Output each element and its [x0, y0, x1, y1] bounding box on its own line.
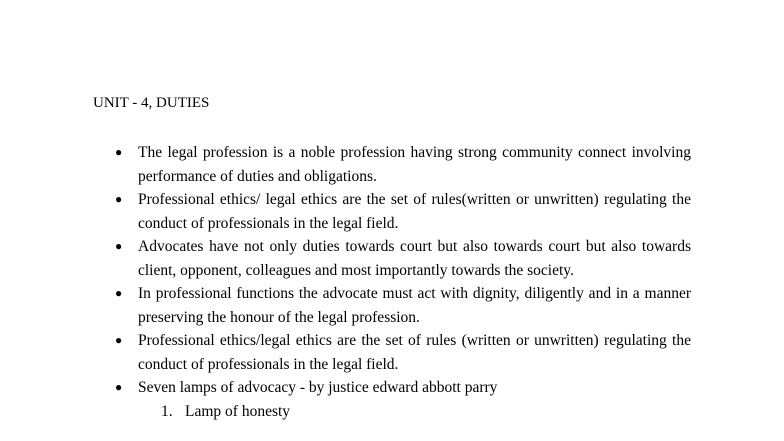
bullet-icon: ●: [115, 286, 123, 300]
item-number: 1.: [161, 402, 173, 420]
list-item: [115, 376, 691, 423]
list-item: [115, 141, 691, 188]
bullet-icon: ●: [115, 192, 123, 206]
list-item: [115, 188, 691, 235]
numbered-item: [138, 400, 691, 424]
bullet-icon: ●: [115, 333, 123, 347]
bullet-list: [115, 141, 691, 423]
page-heading: UNIT - 4, DUTIES: [93, 95, 210, 111]
list-item: [115, 235, 691, 282]
list-item-text: Professional ethics/legal ethics are the set of rules (written or unwritten) regulating the conduct of professionals in the legal field.: [138, 332, 691, 373]
list-item: [115, 329, 691, 376]
numbered-sublist: [138, 400, 691, 424]
bullet-icon: ●: [115, 239, 123, 253]
numbered-item-text: Lamp of honesty: [185, 402, 291, 420]
list-item-text: Seven lamps of advocacy - by justice edward abbott parry: [138, 379, 498, 396]
list-item-text: Professional ethics/ legal ethics are the set of rules(written or unwritten) regulating the conduct of professionals in the legal field.: [138, 191, 691, 232]
bullet-icon: ●: [115, 380, 123, 394]
list-item-text: In professional functions the advocate must act with dignity, diligently and in a manner preserving the honour of the legal profession.: [138, 285, 691, 326]
list-item-text: Advocates have not only duties towards court but also towards court but also towards client, opponent, colleagues and most importantly towards the society.: [138, 238, 691, 279]
bullet-icon: ●: [115, 145, 123, 159]
list-item-text: The legal profession is a noble profession having strong community connect involving performance of duties and obligations.: [138, 144, 691, 185]
list-item: [115, 282, 691, 329]
